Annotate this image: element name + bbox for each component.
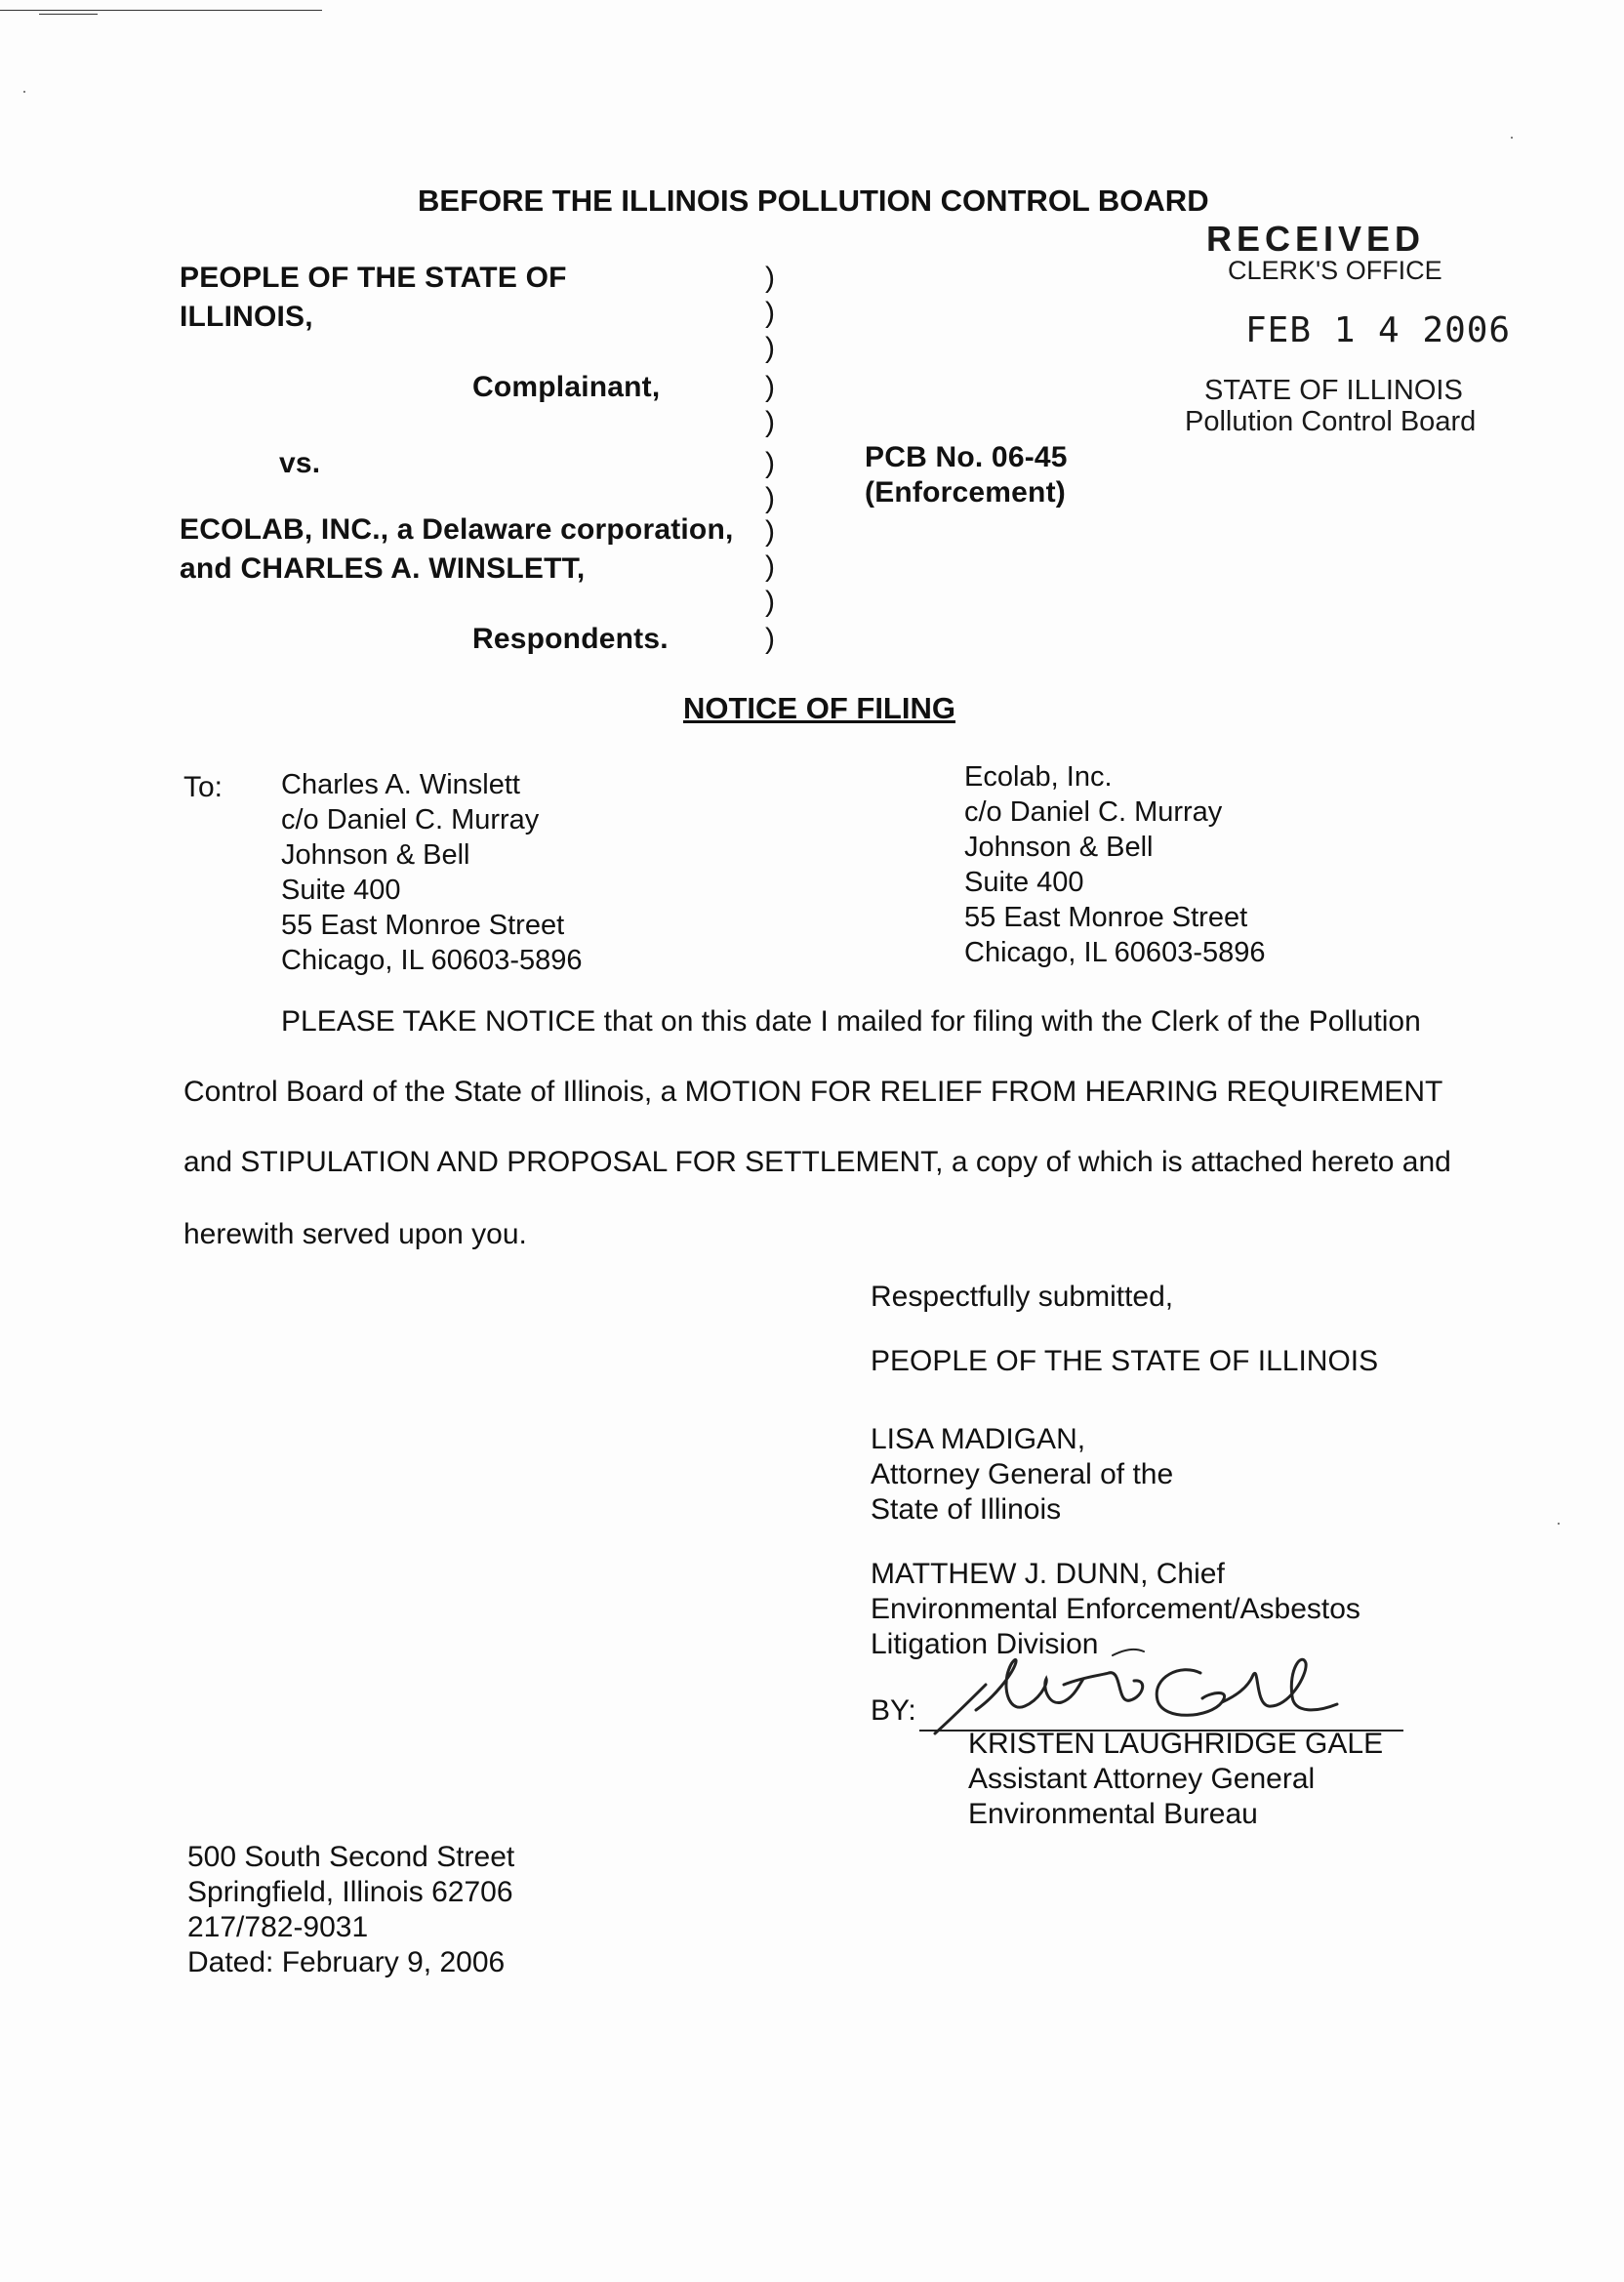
case-type: (Enforcement) [865, 476, 1066, 509]
address-line: 55 East Monroe Street [964, 902, 1248, 933]
signature-stroke-first [935, 1660, 1143, 1733]
address-line: c/o Daniel C. Murray [281, 804, 540, 835]
address-line: Chicago, IL 60603-5896 [964, 937, 1266, 968]
document-heading: BEFORE THE ILLINOIS POLLUTION CONTROL BOARD [418, 183, 1209, 218]
scan-speck [23, 91, 25, 93]
handwritten-signature [917, 1616, 1366, 1743]
to-label: To: [183, 771, 223, 803]
closing: Respectfully submitted, [871, 1281, 1174, 1313]
chief-title-2: Litigation Division [871, 1628, 1099, 1660]
caption-paren: ) [765, 447, 775, 479]
plaintiff-line-2: ILLINOIS, [180, 301, 313, 333]
stamp-received: RECEIVED [1206, 219, 1426, 259]
footer-street: 500 South Second Street [187, 1841, 515, 1873]
body-line-4: herewith served upon you. [183, 1218, 527, 1250]
stamp-board: Pollution Control Board [1185, 406, 1477, 437]
ag-title-1: Attorney General of the [871, 1458, 1174, 1490]
plaintiff-line-1: PEOPLE OF THE STATE OF [180, 262, 567, 294]
ag-name: LISA MADIGAN, [871, 1423, 1086, 1455]
scan-speck [1558, 1523, 1560, 1525]
signature-flourish [1113, 1650, 1144, 1655]
caption-paren: ) [765, 371, 775, 403]
signer-title-2: Environmental Bureau [968, 1798, 1258, 1830]
footer-dated: Dated: February 9, 2006 [187, 1946, 506, 1978]
body-line-3: and STIPULATION AND PROPOSAL FOR SETTLEMENT, a copy of which is attached hereto and [183, 1146, 1451, 1178]
footer-city: Springfield, Illinois 62706 [187, 1876, 513, 1908]
stamp-state: STATE OF ILLINOIS [1204, 375, 1463, 406]
complainant-label: Complainant, [472, 371, 661, 403]
defendant-line-1: ECOLAB, INC., a Delaware corporation, [180, 513, 734, 546]
by-label: BY: [871, 1694, 916, 1727]
caption-paren: ) [765, 406, 775, 438]
caption-paren: ) [765, 262, 775, 294]
address-line: Suite 400 [964, 867, 1084, 898]
caption-paren: ) [765, 332, 775, 364]
respondents-label: Respondents. [472, 623, 669, 655]
caption-paren: ) [765, 482, 775, 514]
party-name: PEOPLE OF THE STATE OF ILLINOIS [871, 1345, 1379, 1377]
footer-phone: 217/782-9031 [187, 1911, 369, 1943]
versus-label: vs. [279, 447, 321, 479]
signer-title-1: Assistant Attorney General [968, 1763, 1316, 1795]
address-line: Suite 400 [281, 875, 401, 906]
address-line: 55 East Monroe Street [281, 910, 565, 941]
address-line: Johnson & Bell [281, 839, 470, 871]
body-line-1: PLEASE TAKE NOTICE that on this date I mailed for filing with the Clerk of the Pollution [281, 1005, 1421, 1038]
body-line-2: Control Board of the State of Illinois, a MOTION FOR RELIEF FROM HEARING REQUIREMENT [183, 1076, 1443, 1108]
caption-paren: ) [765, 297, 775, 329]
address-line: Johnson & Bell [964, 832, 1154, 863]
scan-artifact-line [0, 10, 322, 11]
signature-stroke-last [1157, 1659, 1337, 1715]
case-number: PCB No. 06-45 [865, 441, 1068, 473]
address-line: c/o Daniel C. Murray [964, 796, 1223, 828]
caption-paren: ) [765, 515, 775, 548]
recipient-address-winslett [281, 767, 583, 978]
ag-title-2: State of Illinois [871, 1493, 1062, 1526]
recipient-address-ecolab [964, 759, 1266, 970]
address-line: Ecolab, Inc. [964, 761, 1113, 793]
notice-title: NOTICE OF FILING [683, 691, 955, 725]
signer-name: KRISTEN LAUGHRIDGE GALE [968, 1728, 1384, 1760]
caption-paren: ) [765, 550, 775, 583]
chief-title-1: Environmental Enforcement/Asbestos [871, 1593, 1360, 1625]
defendant-line-2: and CHARLES A. WINSLETT, [180, 552, 586, 585]
scan-artifact-line [39, 14, 98, 15]
address-line: Charles A. Winslett [281, 769, 520, 800]
stamp-date: FEB 1 4 2006 [1245, 310, 1512, 350]
address-line: Chicago, IL 60603-5896 [281, 945, 583, 976]
caption-paren: ) [765, 623, 775, 655]
caption-paren: ) [765, 586, 775, 618]
chief-name: MATTHEW J. DUNN, Chief [871, 1558, 1225, 1590]
stamp-office: CLERK'S OFFICE [1228, 256, 1442, 285]
scan-speck [1511, 137, 1513, 139]
